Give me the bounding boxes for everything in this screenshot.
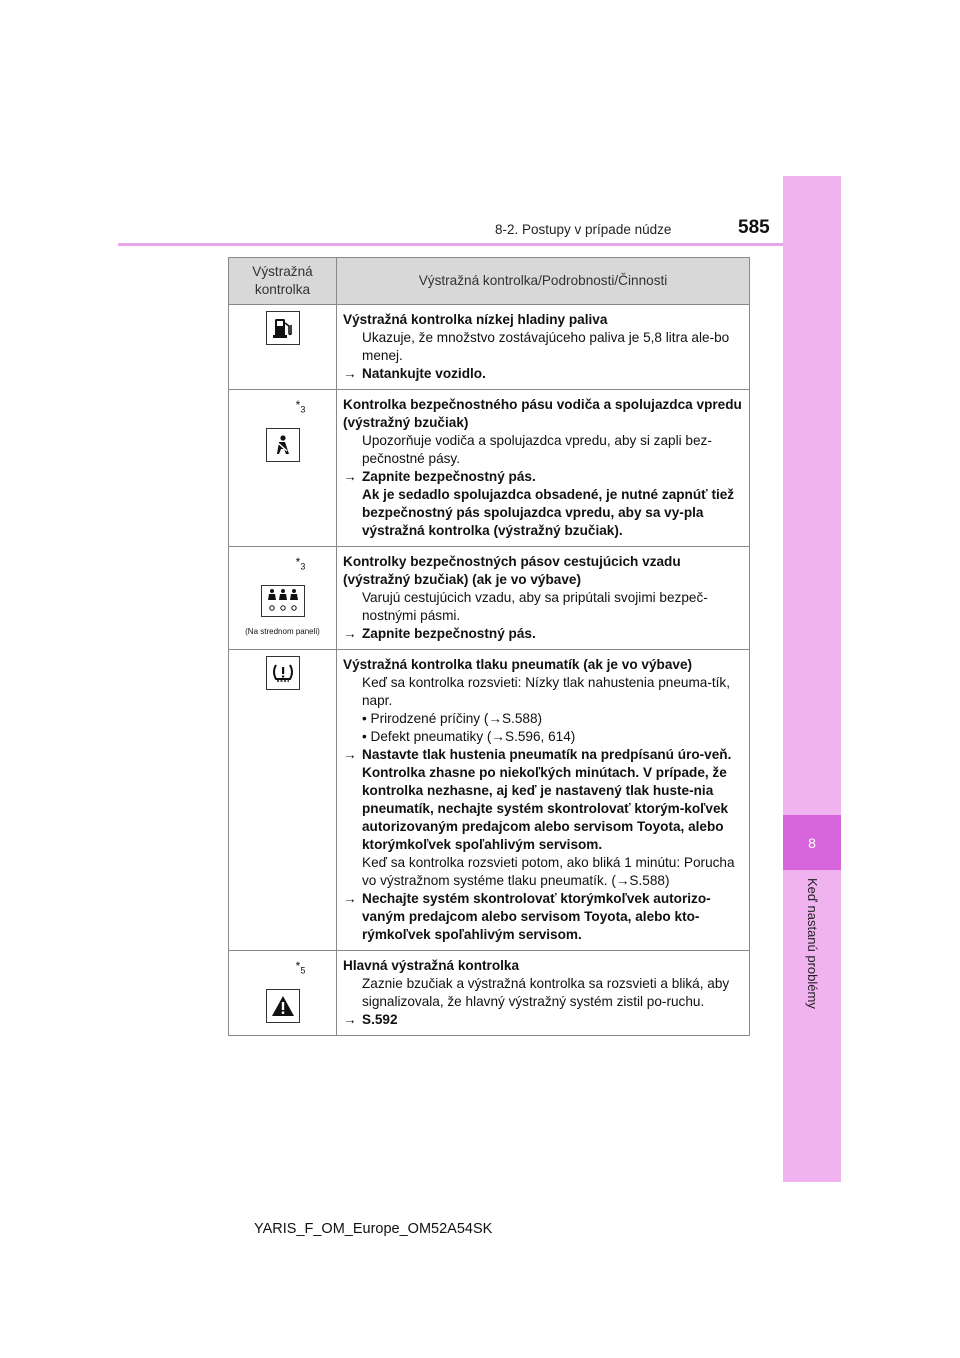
seatbelt-person-icon [266,428,300,462]
fuel-pump-icon [266,311,300,345]
table-row [229,547,750,650]
row-action-secondary: → Nechajte systém skontrolovať ktorýmkoľvek autorizo-vaným predajcom alebo servisom Toyota, alebo kto-rýmkoľvek spoľahlivým servisom. [343,891,711,942]
list-item: • Prirodzené príčiny (→S.588) [362,711,543,726]
footnote-ref: $*_3$ [295,555,306,572]
icon-cell [229,390,337,547]
row-title: Kontrolky bezpečnostných pásov cestujúcich vzadu (výstražný bzučiak) (ak je vo výbave) [343,554,681,587]
row-action: → S.592 [343,1012,398,1027]
arrow-icon: → [343,891,357,906]
column-header-light: Výstražná kontrolka [229,258,337,305]
details-cell [337,390,750,547]
arrow-icon: → [343,1012,357,1027]
row-title: Výstražná kontrolka tlaku pneumatík (ak je vo výbave) [343,657,693,672]
warning-lights-table [228,257,750,1036]
icon-cell [229,305,337,390]
row-body: Upozorňuje vodiča a spolujazdca vpredu, aby si zapli bez-pečnostné pásy. [362,433,712,466]
column-header-details: Výstražná kontrolka/Podrobnosti/Činnosti [337,258,750,305]
table-row [229,305,750,390]
row-action-detail: Kontrolka zhasne po niekoľkých minútach. V prípade, že kontrolka nezhasne, aj keď je nastavený tlak huste-nia pneumatík, nechajte systém skontrolovať ktorým-koľvek autorizovaným predajcom alebo servisom Toyota, alebo ktorýmkoľvek spoľahlivým servisom. [362,765,729,852]
chapter-number: 8 [783,815,841,870]
icon-cell [229,951,337,1036]
row-title: Výstražná kontrolka nízkej hladiny paliva [343,312,608,327]
row-title: Hlavná výstražná kontrolka [343,958,520,973]
arrow-icon: → [343,626,357,641]
master-warning-icon [266,989,300,1023]
table-header-row [229,258,750,305]
row-body: Ukazuje, že množstvo zostávajúceho paliva je 5,8 litra ale-bo menej. [362,330,730,363]
arrow-icon: → [343,469,357,484]
footnote-ref: $*_3$ [295,398,306,415]
details-cell [337,951,750,1036]
details-cell [337,305,750,390]
header-rule [118,243,783,246]
page-number: 585 [738,217,770,238]
row-action-detail: Ak je sedadlo spolujazdca obsadené, je nutné zapnúť tiež bezpečnostný pás spolujazdca vpredu, aby sa vy-pla výstražná kontrolka (výstražný bzučiak). [362,487,735,538]
row-body: Zaznie bzučiak a výstražná kontrolka sa rozsvieti a bliká, aby signalizovala, že hlavný výstražný systém zistil po-ruchu. [362,976,730,1009]
table-row [229,951,750,1036]
row-title: Kontrolka bezpečnostného pásu vodiča a spolujazdca vpredu (výstražný bzučiak) [343,397,742,430]
table-row [229,650,750,951]
row-body: Keď sa kontrolka rozsvieti: Nízky tlak nahustenia pneuma-tík, napr. [362,675,731,708]
details-cell [337,547,750,650]
row-body-secondary: Keď sa kontrolka rozsvieti potom, ako bliká 1 minútu: Porucha vo výstražnom systéme tlaku pneumatík. (→S.588) [362,855,735,888]
document-code: YARIS_F_OM_Europe_OM52A54SK [254,1221,493,1237]
row-action: → Zapnite bezpečnostný pás. [343,626,536,641]
details-cell [337,650,750,951]
icon-cell [229,650,337,951]
footnote-ref: $*_5$ [295,959,306,976]
row-body: Varujú cestujúcich vzadu, aby sa pripútali svojimi bezpeč-nostnými pásmi. [362,590,708,623]
table-row [229,390,750,547]
icon-cell [229,547,337,650]
chapter-side-tab [783,176,841,1182]
icon-caption: (Na strednom paneli) [245,627,320,637]
chapter-label: Keď nastanú problémy [805,878,820,1009]
tire-pressure-icon [266,656,300,690]
list-item: • Defekt pneumatiky (→S.596, 614) [362,729,576,744]
rear-seatbelts-icon [261,585,305,617]
arrow-icon: → [343,366,357,381]
row-action: → Zapnite bezpečnostný pás. [343,469,536,484]
arrow-icon: → [343,747,357,762]
header-section-title: 8-2. Postupy v prípade núdze [495,222,672,237]
row-action: → Natankujte vozidlo. [343,366,486,381]
row-action: → Nastavte tlak hustenia pneumatík na predpísanú úro-veň. [343,747,732,762]
